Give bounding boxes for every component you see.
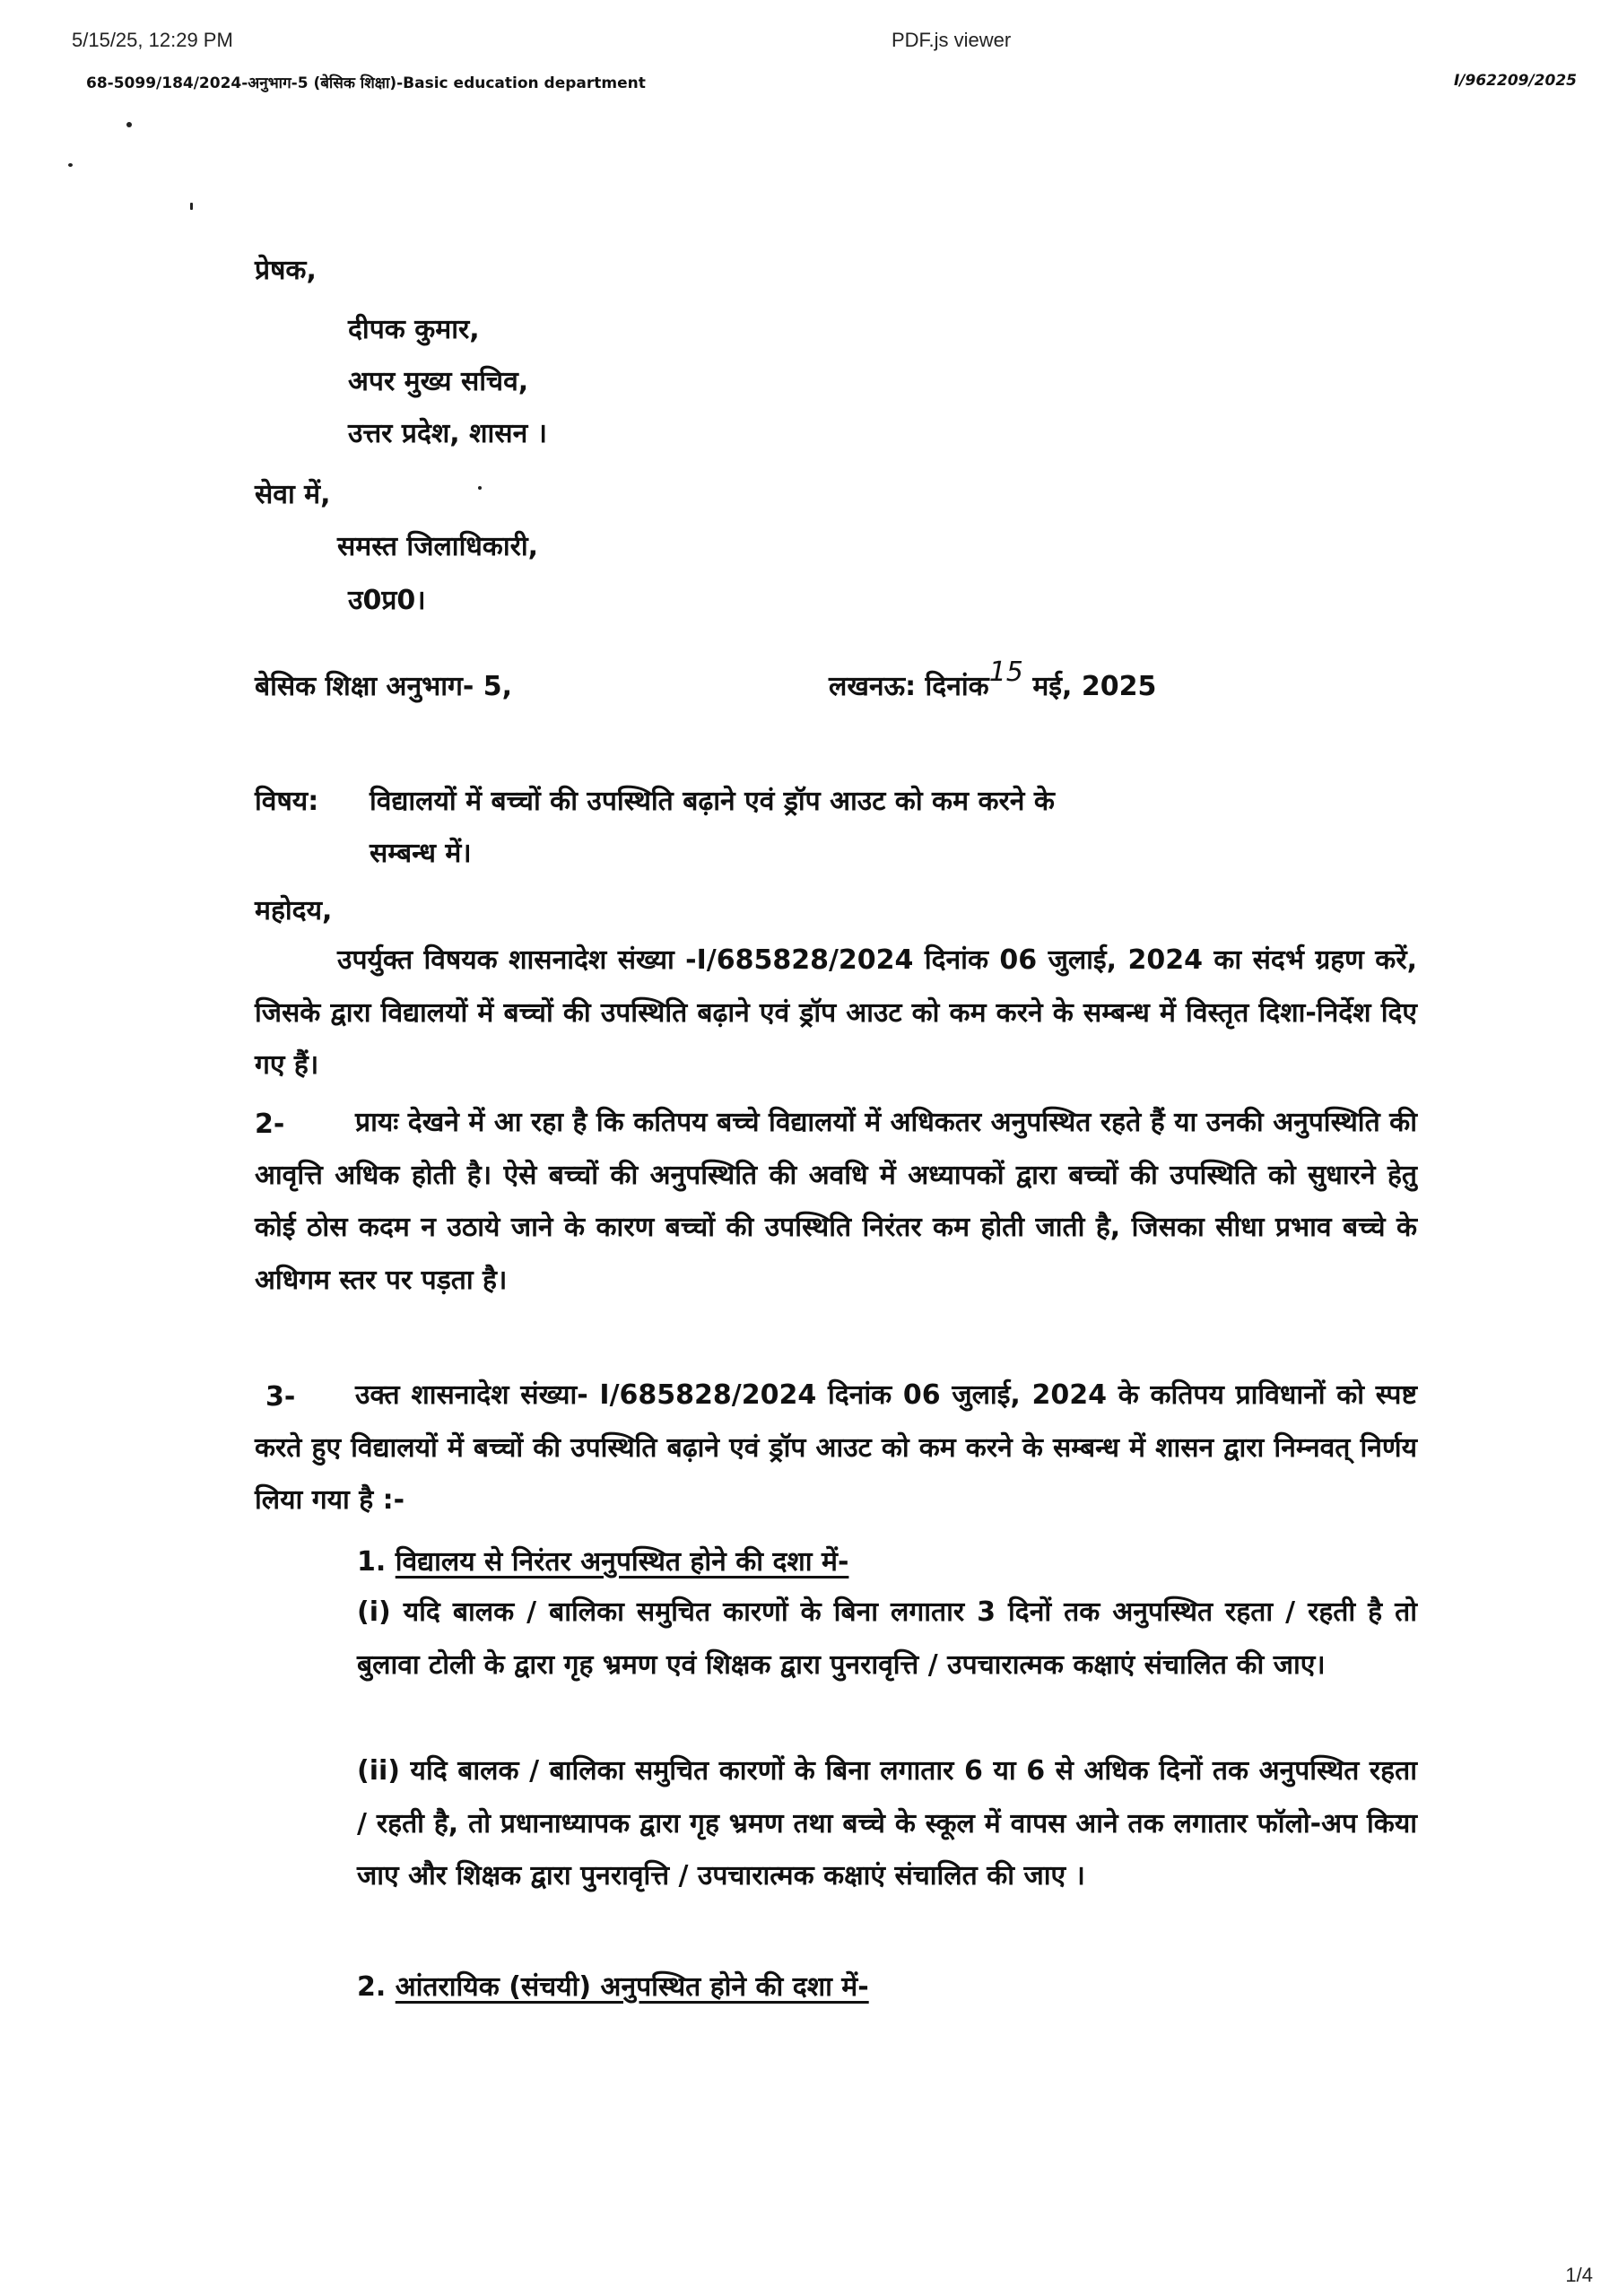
paragraph-1: उपर्युक्त विषयक शासनादेश संख्या -I/685828/2024 दिनांक 06 जुलाई, 2024 का संदर्भ ग्रहण करें, जिसके द्वारा विद्यालयों में बच्चों की उपस्थिति बढ़ाने एवं ड्रॉप आउट को कम करने के सम्बन्ध में विस्तृत दिशा-निर्देश दिए गए हैं। (255, 944, 1417, 1081)
item-2-number (357, 1970, 869, 2005)
place-date-prefix: लखनऊ: दिनांक (829, 671, 989, 702)
date-month-year: मई, 2025 (1032, 671, 1157, 702)
paragraph-2: प्रायः देखने में आ रहा है कि कतिपय बच्चे विद्यालयों में अधिकतर अनुपस्थित रहते हैं या उनकी अनुपस्थिति की आवृत्ति अधिक होती है। ऐसे बच्चों की अनुपस्थिति की अवधि में अध्यापकों द्वारा बच्चों की उपस्थिति को सुधारने हेतु कोई ठोस कदम न उठाये जाने के कारण बच्चों की उपस्थिति निरंतर कम होती जाती है, जिसका सीधा प्रभाव बच्चे के अधिगम स्तर पर पड़ता है। (255, 1107, 1417, 1296)
recipient-label: सेवा में, (255, 479, 331, 510)
item-1-clause-ii: (ii) यदि बालक / बालिका समुचित कारणों के बिना लगातार 6 या 6 से अधिक दिनों तक अनुपस्थित रहता / रहती है, तो प्रधानाध्यापक द्वारा गृह भ्रमण तथा बच्चे के स्कूल में वापस आने तक लगातार फॉलो-अप किया जाए और शिक्षक द्वारा पुनरावृत्ति / उपचारात्मक कक्षाएं संचालित की जाए । (357, 1755, 1417, 1892)
scan-speck (126, 122, 132, 127)
salutation: महोदय, (255, 895, 333, 926)
item-1-num: 1. (357, 1546, 387, 1578)
item-1-clause-i: (i) यदि बालक / बालिका समुचित कारणों के बिना लगातार 3 दिनों तक अनुपस्थित रहता / रहती है तो बुलावा टोली के द्वारा गृह भ्रमण एवं शिक्षक द्वारा पुनरावृत्ति / उपचारात्मक कक्षाएं संचालित की जाए। (357, 1596, 1417, 1681)
print-datetime: 5/15/25, 12:29 PM (72, 29, 233, 51)
file-reference: 68-5099/184/2024-अनुभाग-5 (बेसिक शिक्षा)-Basic education department (86, 74, 646, 92)
scan-speck (190, 203, 193, 210)
place-date (829, 657, 1157, 705)
date-day: 15 (988, 657, 1023, 688)
sender-office: उत्तर प्रदेश, शासन । (348, 418, 548, 449)
item-1-number (357, 1544, 848, 1580)
scan-speck (478, 486, 482, 490)
item-2-heading: आंतरायिक (संचयी) अनुपस्थित होने की दशा में- (395, 1971, 869, 2003)
paragraph-2-number: 2- (255, 1109, 285, 1140)
sender-name: दीपक कुमार, (348, 314, 480, 345)
viewer-title: PDF.js viewer (892, 29, 1012, 51)
recipient-name: समस्त जिलाधिकारी, (337, 531, 539, 562)
subject-line-1: विद्यालयों में बच्चों की उपस्थिति बढ़ाने एवं ड्रॉप आउट को कम करने के (370, 786, 1055, 817)
subject-line-2: सम्बन्ध में। (370, 838, 472, 869)
sender-designation: अपर मुख्य सचिव, (348, 366, 529, 397)
paragraph-3: उक्त शासनादेश संख्या- I/685828/2024 दिनांक 06 जुलाई, 2024 के कतिपय प्राविधानों को स्पष्ट करते हुए विद्यालयों में बच्चों की उपस्थिति बढ़ाने एवं ड्रॉप आउट को कम करने के सम्बन्ध में शासन द्वारा निम्नवत् निर्णय लिया गया है :- (255, 1379, 1417, 1516)
department-section: बेसिक शिक्षा अनुभाग- 5, (255, 671, 513, 702)
item-1-heading: विद्यालय से निरंतर अनुपस्थित होने की दशा में- (395, 1546, 849, 1578)
page-indicator: 1/4 (1565, 2264, 1593, 2286)
recipient-place: उ0प्र0। (348, 585, 426, 616)
document-id: I/962209/2025 (1453, 72, 1577, 90)
scan-speck (68, 163, 73, 167)
item-2-num: 2. (357, 1971, 387, 2003)
sender-label: प्रेषक, (255, 255, 317, 286)
subject-label: विषय: (255, 786, 319, 817)
paragraph-3-number: 3- (265, 1381, 296, 1413)
